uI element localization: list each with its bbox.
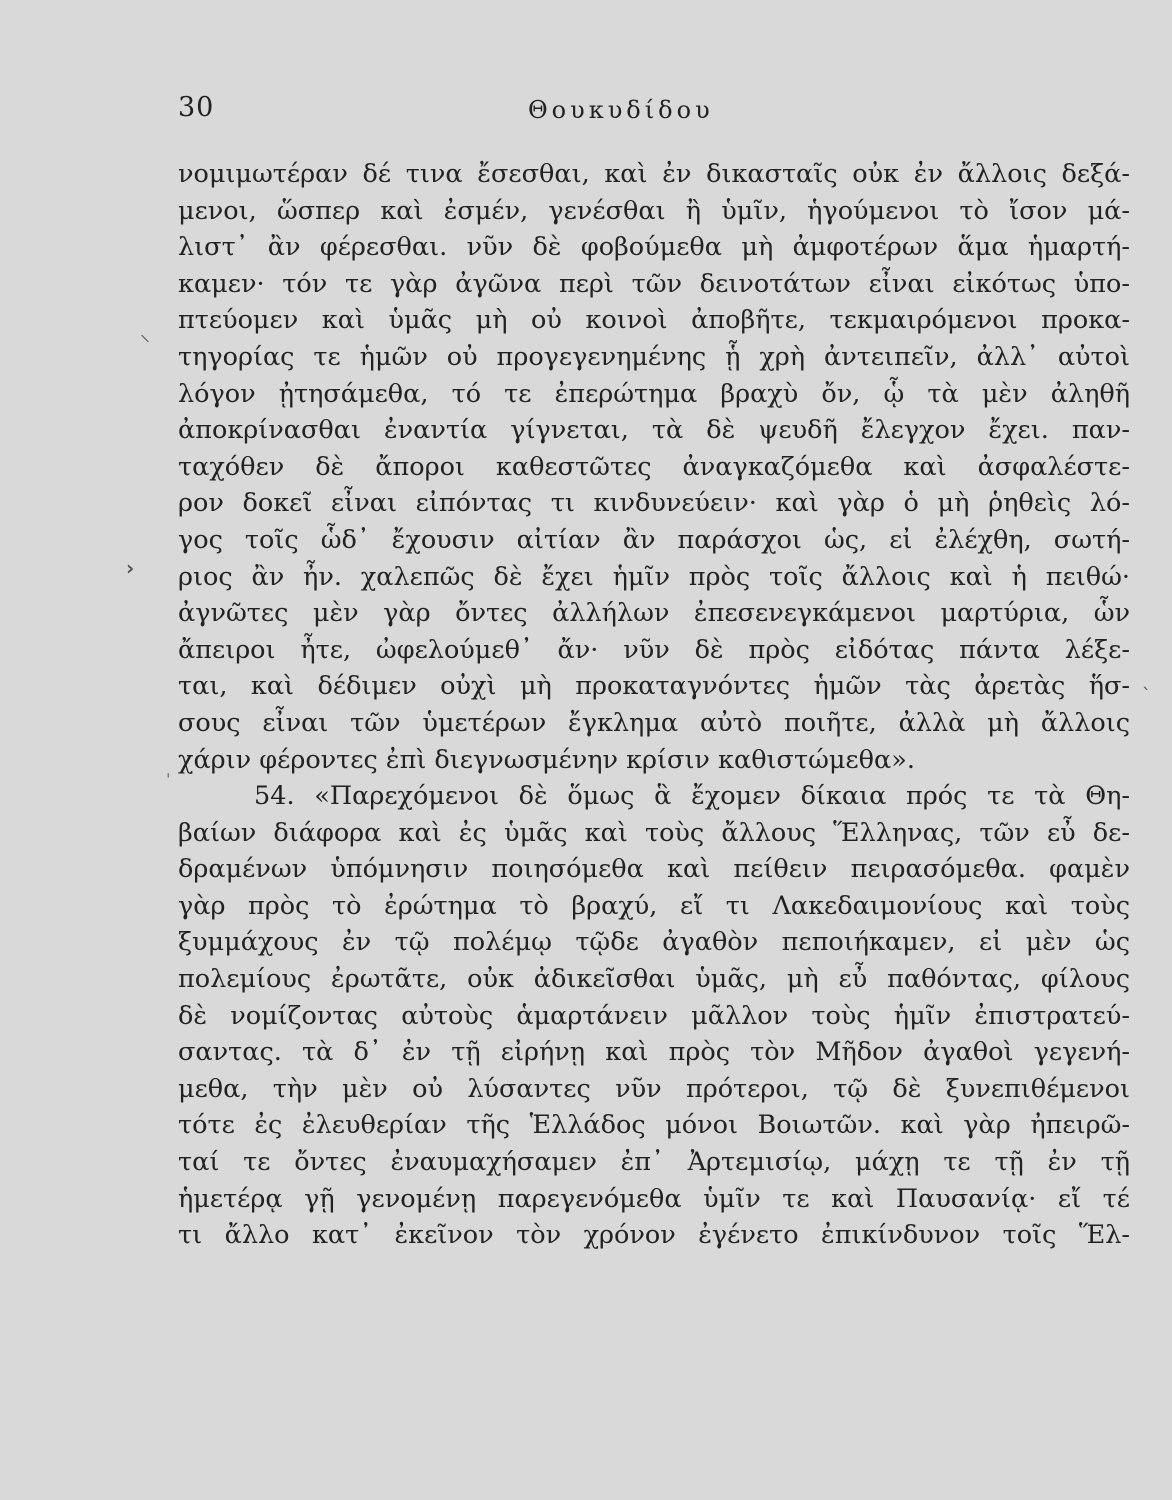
text-line: σους εἶναι τῶν ὑμετέρων ἔγκλημα αὐτὸ ποιῆτε, ἀλλὰ μὴ ἄλλοις xyxy=(178,707,1130,738)
text-line: δὲ νομίζοντας αὐτοὺς ἁμαρτάνειν μᾶλλον τοὺς ἡμῖν ἐπιστρατεύ- xyxy=(178,1000,1130,1031)
text-line: καμεν· τόν τε γὰρ ἀγῶνα περὶ τῶν δεινοτάτων εἶναι εἰκότως ὑπο- xyxy=(178,268,1130,299)
section-54-first-line: 54. «Παρεχόμενοι δὲ ὅμως ἃ ἔχομεν δίκαια πρός τε τὰ Θη- xyxy=(254,781,1130,812)
text-line: ξυμμάχους ἐν τῷ πολέμῳ τῷδε ἀγαθὸν πεποιήκαμεν, εἰ μὲν ὡς xyxy=(178,927,1130,958)
text-line: βαίων διάφορα καὶ ἐς ὑμᾶς καὶ τοὺς ἄλλους Ἕλληνας, τῶν εὖ δε- xyxy=(178,817,1130,848)
margin-mark: ⸌ xyxy=(140,330,150,354)
page-number: 30 xyxy=(178,92,215,123)
text-line: γὰρ πρὸς τὸ ἐρώτημα τὸ βραχύ, εἴ τι Λακεδαιμονίους καὶ τοὺς xyxy=(178,890,1130,921)
text-line: λόγον ᾐτησάμεθα, τό τε ἐπερώτημα βραχὺ ὄν, ᾧ τὰ μὲν ἀληθῆ xyxy=(178,378,1130,409)
text-line: πολεμίους ἐρωτᾶτε, οὐκ ἀδικεῖσθαι ὑμᾶς, μὴ εὖ παθόντας, φίλους xyxy=(178,964,1130,995)
paragraph-end-line: χάριν φέροντες ἐπὶ διεγνωσμένην κρίσιν καθιστώμεθα». xyxy=(178,744,915,775)
text-line: νομιμωτέραν δέ τινα ἔσεσθαι, καὶ ἐν δικασταῖς οὐκ ἐν ἄλλοις δεξά- xyxy=(178,159,1130,189)
text-line: ταχόθεν δὲ ἄποροι καθεστῶτες ἀναγκαζόμεθα καὶ ἀσφαλέστε- xyxy=(178,451,1130,482)
running-head xyxy=(0,92,1172,132)
text-line: ται, καὶ δέδιμεν οὐχὶ μὴ προκαταγνόντες ἡμῶν τὰς ἀρετὰς ἥσ- xyxy=(178,671,1130,702)
margin-mark: ˎ xyxy=(1142,670,1151,691)
text-line: πτεύομεν καὶ ὑμᾶς μὴ οὐ κοινοὶ ἀποβῆτε, τεκμαιρόμενοι προκα- xyxy=(178,305,1130,336)
text-line: τηγορίας τε ἡμῶν οὐ προγεγενημένης ᾗ χρὴ ἀντειπεῖν, ἀλλ᾽ αὐτοὶ xyxy=(178,341,1130,372)
text-line: ταί τε ὄντες ἐναυμαχήσαμεν ἐπ᾽ Ἀρτεμισίῳ, μάχῃ τε τῇ ἐν τῇ xyxy=(178,1147,1130,1178)
text-line: ἀποκρίνασθαι ἐναντία γίγνεται, τὰ δὲ ψευδῆ ἔλεγχον ἔχει. παν- xyxy=(178,415,1130,446)
text-line: γος τοῖς ὧδ᾽ ἔχουσιν αἰτίαν ἂν παράσχοι ὡς, εἰ ἐλέχθη, σωτή- xyxy=(178,524,1130,555)
margin-mark: ˌ xyxy=(166,760,171,779)
margin-mark: › xyxy=(126,556,135,580)
running-title: Θουκυδίδου xyxy=(528,96,714,124)
text-line: μεθα, τὴν μὲν οὐ λύσαντες νῦν πρότεροι, τῷ δὲ ξυνεπιθέμενοι xyxy=(178,1073,1130,1104)
text-line: δραμένων ὑπόμνησιν ποιησόμεθα καὶ πείθειν πειρασόμεθα. φαμὲν xyxy=(178,854,1130,885)
text-line: σαντας. τὰ δ᾽ ἐν τῇ εἰρήνῃ καὶ πρὸς τὸν Μῆδον ἀγαθοὶ γεγενή- xyxy=(178,1037,1130,1068)
text-line: ρον δοκεῖ εἶναι εἰπόντας τι κινδυνεύειν· καὶ γὰρ ὁ μὴ ῥηθεὶς λό- xyxy=(178,488,1130,519)
text-line: μενοι, ὥσπερ καὶ ἐσμέν, γενέσθαι ἢ ὑμῖν, ἡγούμενοι τὸ ἴσον μά- xyxy=(178,195,1130,226)
text-line: ἄπειροι ἦτε, ὠφελούμεθ᾽ ἄν· νῦν δὲ πρὸς εἰδότας πάντα λέξε- xyxy=(178,634,1130,665)
text-line: ἡμετέρᾳ γῇ γενομένῃ παρεγενόμεθα ὑμῖν τε καὶ Παυσανίᾳ· εἴ τέ xyxy=(178,1183,1130,1214)
text-line: τότε ἐς ἐλευθερίαν τῆς Ἑλλάδος μόνοι Βοιωτῶν. καὶ γὰρ ἠπειρῶ- xyxy=(178,1110,1130,1141)
text-line: λιστ᾽ ἂν φέρεσθαι. νῦν δὲ φοβούμεθα μὴ ἀμφοτέρων ἅμα ἡμαρτή- xyxy=(178,232,1130,263)
text-line: ριος ἂν ἦν. χαλεπῶς δὲ ἔχει ἡμῖν πρὸς τοῖς ἄλλοις καὶ ἡ πειθώ· xyxy=(178,561,1130,592)
body-text xyxy=(178,156,1130,1254)
text-line: τι ἄλλο κατ᾽ ἐκεῖνον τὸν χρόνον ἐγένετο ἐπικίνδυνον τοῖς Ἕλ- xyxy=(178,1220,1130,1251)
text-line: ἀγνῶτες μὲν γὰρ ὄντες ἀλλήλων ἐπεσενεγκάμενοι μαρτύρια, ὧν xyxy=(178,598,1130,629)
